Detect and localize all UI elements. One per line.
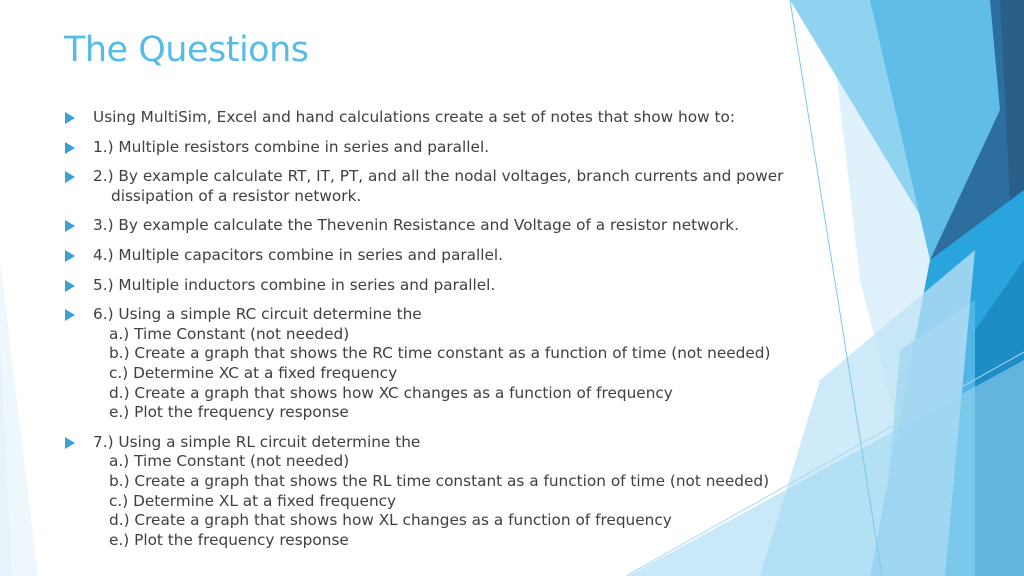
bullet-item-6 — [64, 305, 844, 423]
sub-item: a.) Time Constant (not needed) — [109, 324, 350, 343]
triangle-right-icon — [65, 142, 75, 154]
bullet-text: Using MultiSim, Excel and hand calculations create a set of notes that show how to: — [93, 108, 735, 126]
slide-title: The Questions — [64, 30, 309, 70]
bullet-text: 4.) Multiple capacitors combine in series and parallel. — [93, 245, 504, 264]
bullet-item-4 — [64, 246, 844, 266]
bullet-item-2 — [64, 167, 844, 206]
sub-item: a.) Time Constant (not needed) — [109, 452, 350, 471]
triangle-right-icon — [65, 171, 75, 183]
bullet-list — [64, 108, 844, 560]
triangle-right-icon — [65, 309, 75, 321]
sub-item: d.) Create a graph that shows how XL changes as a function of frequency — [109, 511, 672, 530]
triangle-right-icon — [65, 112, 75, 124]
sub-item: e.) Plot the frequency response — [109, 403, 349, 422]
bullet-item-3 — [64, 216, 844, 236]
bullet-item-7 — [64, 433, 844, 551]
triangle-right-icon — [65, 437, 75, 449]
sub-item: c.) Determine XC at a fixed frequency — [109, 363, 398, 382]
bullet-item-5 — [64, 276, 844, 296]
bullet-text: 1.) Multiple resistors combine in series and parallel. — [93, 137, 490, 156]
bullet-item-1 — [64, 138, 844, 158]
sub-item: b.) Create a graph that shows the RL time constant as a function of time (not needed) — [109, 471, 770, 490]
triangle-right-icon — [65, 220, 75, 232]
bullet-item-intro — [64, 108, 844, 128]
sub-item: b.) Create a graph that shows the RC time constant as a function of time (not needed) — [109, 344, 771, 363]
bullet-text: 3.) By example calculate the Thevenin Resistance and Voltage of a resistor network. — [93, 216, 740, 235]
bullet-continuation: dissipation of a resistor network. — [111, 186, 362, 205]
sub-item: d.) Create a graph that shows how XC changes as a function of frequency — [109, 383, 673, 402]
bullet-text: 2.) By example calculate RT, IT, PT, and all the nodal voltages, branch currents and power — [93, 167, 784, 186]
bullet-text: 6.) Using a simple RC circuit determine the — [93, 305, 422, 324]
sub-item: c.) Determine XL at a fixed frequency — [109, 491, 397, 510]
triangle-right-icon — [65, 250, 75, 262]
bullet-text: 5.) Multiple inductors combine in series and parallel. — [93, 275, 496, 294]
sub-item: e.) Plot the frequency response — [109, 530, 349, 549]
triangle-right-icon — [65, 280, 75, 292]
bullet-text: 7.) Using a simple RL circuit determine the — [93, 432, 421, 451]
